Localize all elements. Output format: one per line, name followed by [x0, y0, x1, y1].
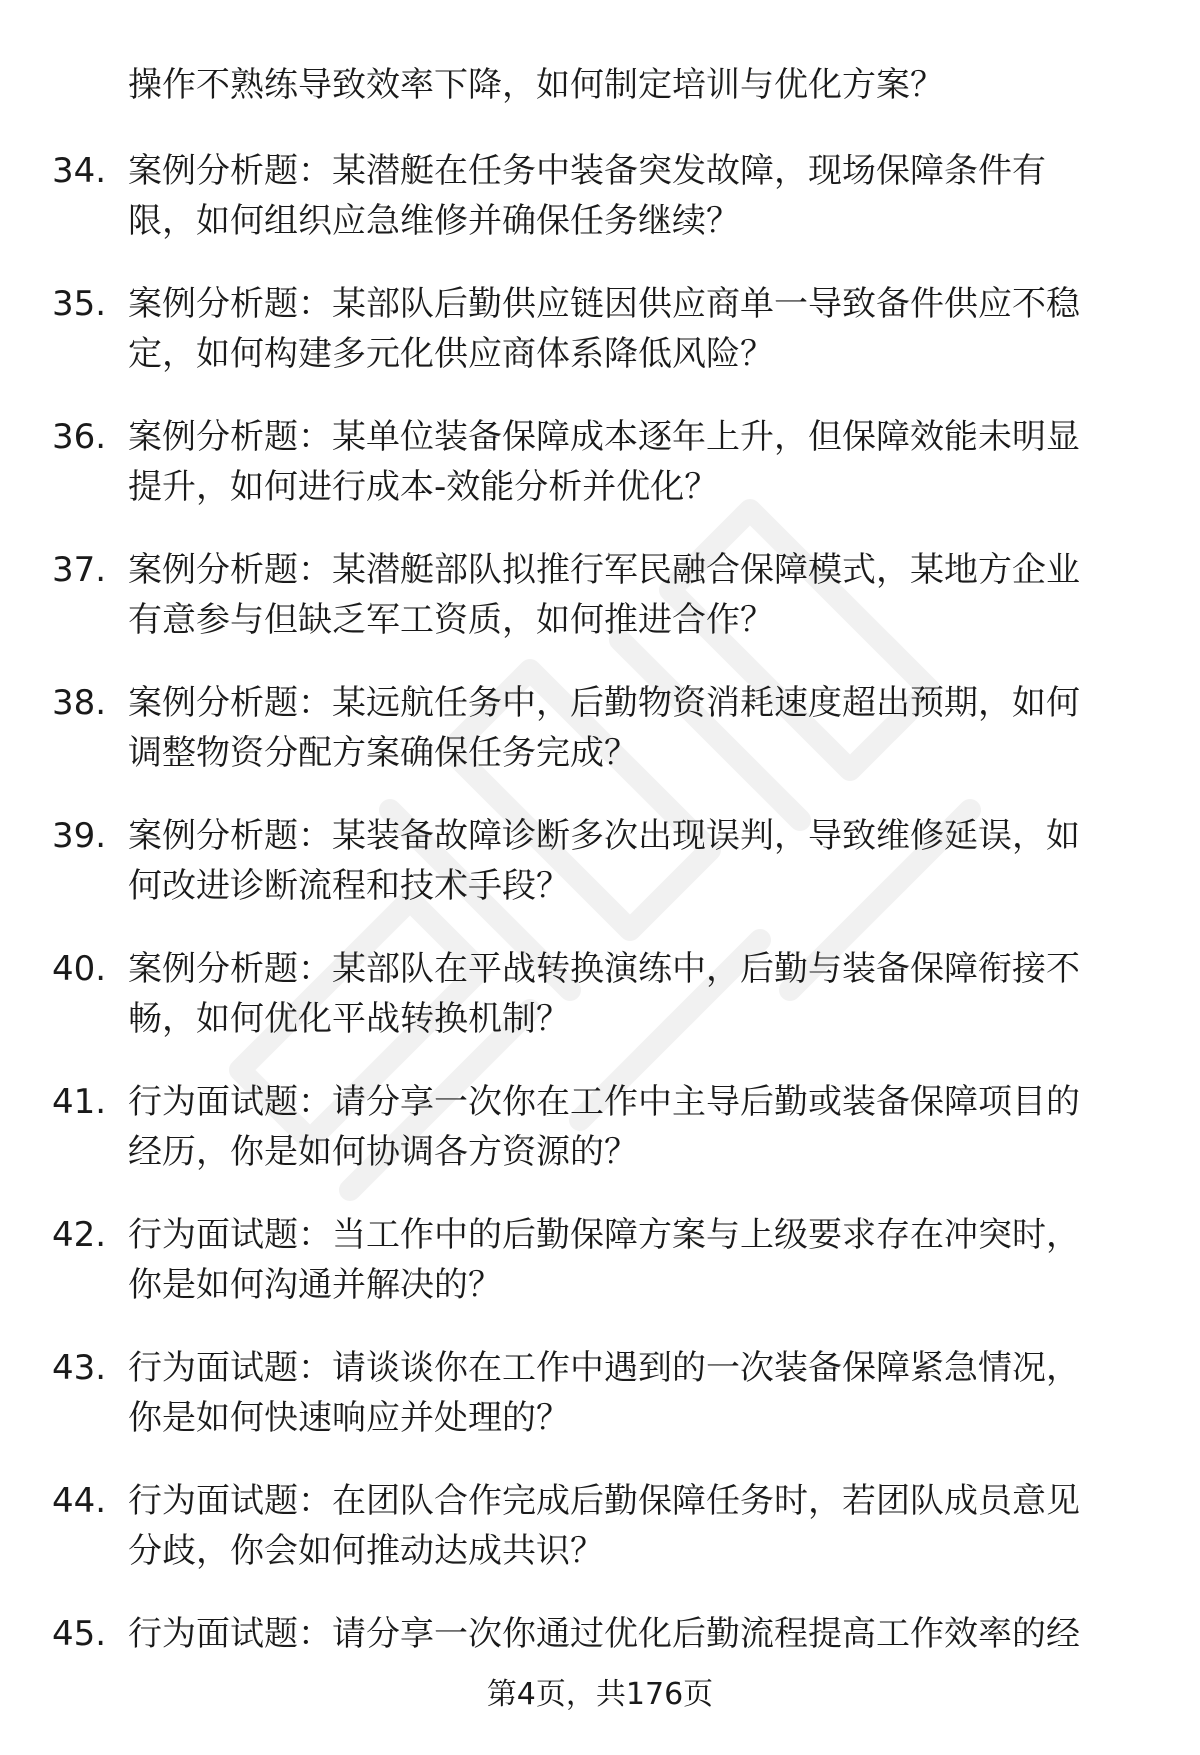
- list-item: [52, 412, 1142, 545]
- question-text-line: 提升，如何进行成本-效能分析并优化？: [128, 467, 719, 507]
- question-text: [128, 1609, 1138, 1659]
- question-text-line: 行为面试题：请分享一次你在工作中主导后勤或装备保障项目的: [128, 1082, 1080, 1122]
- list-item: [52, 279, 1142, 412]
- question-text-line: 限，如何组织应急维修并确保任务继续？: [128, 201, 740, 241]
- question-text: [128, 1476, 1138, 1576]
- question-number: 38.: [52, 683, 107, 723]
- question-text: [128, 1343, 1138, 1443]
- question-text: [128, 545, 1138, 645]
- question-text-line: 何改进诊断流程和技术手段？: [128, 866, 570, 906]
- question-text-line: 你是如何沟通并解决的？: [128, 1265, 502, 1305]
- question-text-line: 案例分析题：某潜艇部队拟推行军民融合保障模式，某地方企业: [128, 550, 1080, 590]
- list-item: [52, 944, 1142, 1077]
- question-text: [128, 811, 1138, 911]
- question-text-line: 案例分析题：某潜艇在任务中装备突发故障，现场保障条件有: [128, 151, 1046, 191]
- question-text: [128, 1210, 1138, 1310]
- question-number: 34.: [52, 151, 107, 191]
- continuation-line: 操作不熟练导致效率下降，如何制定培训与优化方案？: [128, 65, 944, 105]
- question-text-line: 畅，如何优化平战转换机制？: [128, 999, 570, 1039]
- question-text-line: 你是如何快速响应并处理的？: [128, 1398, 570, 1438]
- question-text: [128, 146, 1138, 246]
- question-list: [52, 146, 1142, 1742]
- question-text: [128, 944, 1138, 1044]
- question-text-line: 调整物资分配方案确保任务完成？: [128, 733, 638, 773]
- question-number: 39.: [52, 816, 107, 856]
- question-text-line: 行为面试题：当工作中的后勤保障方案与上级要求存在冲突时，: [128, 1215, 1080, 1255]
- question-number: 42.: [52, 1215, 107, 1255]
- question-number: 37.: [52, 550, 107, 590]
- question-number: 40.: [52, 949, 107, 989]
- question-text: [128, 279, 1138, 379]
- question-number: 45.: [52, 1614, 107, 1654]
- question-text-line: 行为面试题：请分享一次你通过优化后勤流程提高工作效率的经: [128, 1614, 1080, 1654]
- question-number: 41.: [52, 1082, 107, 1122]
- list-item: [52, 1343, 1142, 1476]
- list-item: [52, 678, 1142, 811]
- question-text-line: 案例分析题：某装备故障诊断多次出现误判，导致维修延误，如: [128, 816, 1080, 856]
- question-text-line: 定，如何构建多元化供应商体系降低风险？: [128, 334, 774, 374]
- question-number: 36.: [52, 417, 107, 457]
- question-text: [128, 412, 1138, 512]
- question-text-line: 案例分析题：某部队在平战转换演练中，后勤与装备保障衔接不: [128, 949, 1080, 989]
- list-item: [52, 1077, 1142, 1210]
- question-text-line: 分歧，你会如何推动达成共识？: [128, 1531, 604, 1571]
- question-number: 44.: [52, 1481, 107, 1521]
- question-text: [128, 678, 1138, 778]
- question-number: 35.: [52, 284, 107, 324]
- question-text-line: 案例分析题：某部队后勤供应链因供应商单一导致备件供应不稳: [128, 284, 1080, 324]
- question-text-line: 经历，你是如何协调各方资源的？: [128, 1132, 638, 1172]
- list-item: [52, 1476, 1142, 1609]
- question-text-line: 案例分析题：某远航任务中，后勤物资消耗速度超出预期，如何: [128, 683, 1080, 723]
- question-text-line: 案例分析题：某单位装备保障成本逐年上升，但保障效能未明显: [128, 417, 1080, 457]
- page-footer: 第4页，共176页: [486, 1677, 714, 1712]
- list-item: [52, 545, 1142, 678]
- question-text-line: 行为面试题：请谈谈你在工作中遇到的一次装备保障紧急情况，: [128, 1348, 1080, 1388]
- question-text-line: 行为面试题：在团队合作完成后勤保障任务时，若团队成员意见: [128, 1481, 1080, 1521]
- list-item: [52, 811, 1142, 944]
- list-item: [52, 1210, 1142, 1343]
- question-number: 43.: [52, 1348, 107, 1388]
- question-text: [128, 1077, 1138, 1177]
- list-item: [52, 146, 1142, 279]
- question-text-line: 有意参与但缺乏军工资质，如何推进合作？: [128, 600, 774, 640]
